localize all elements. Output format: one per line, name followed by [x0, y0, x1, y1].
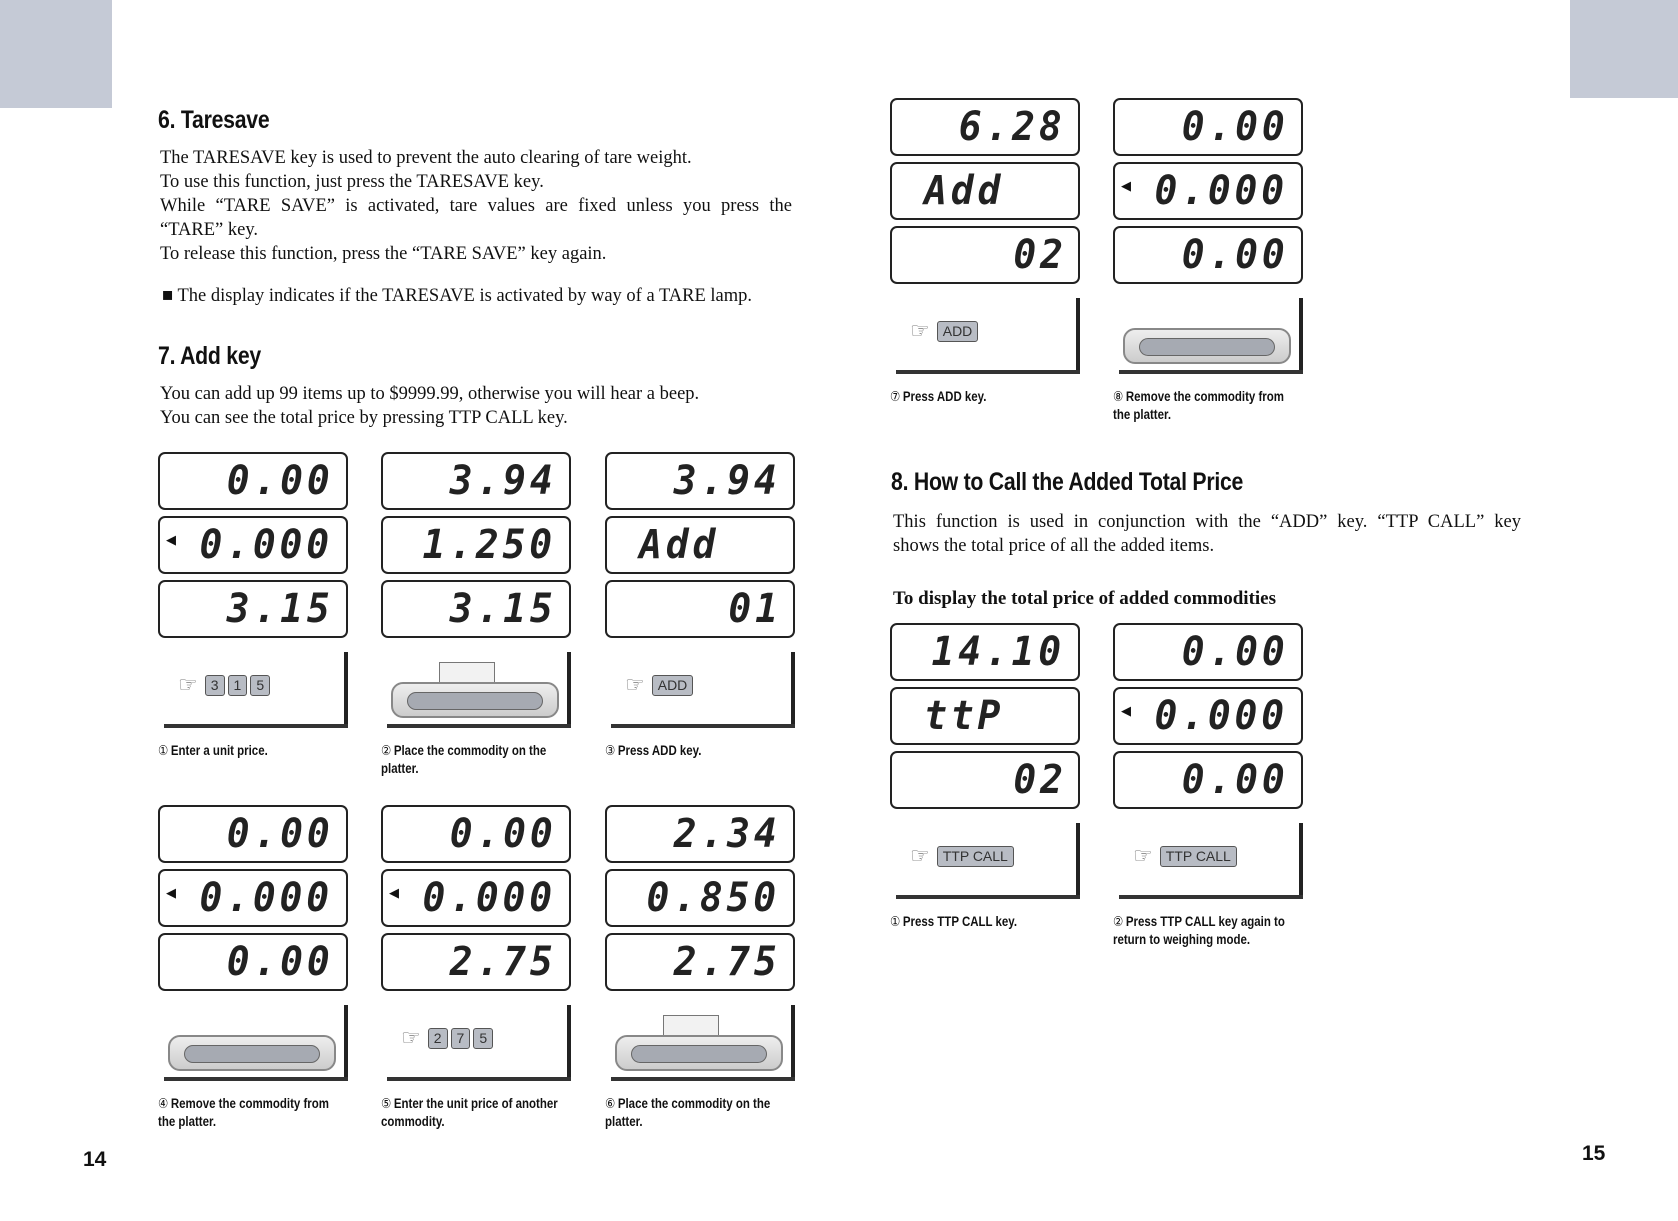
indicator-arrow-icon: ◀ — [1121, 703, 1131, 718]
step-illustration — [890, 823, 1080, 899]
text-line: To use this function, just press the TARESAVE key. — [160, 172, 544, 192]
lcd-display — [381, 933, 571, 991]
text-line: “TARE” key. — [160, 220, 259, 240]
lcd-value: 0.00 — [226, 458, 334, 504]
lcd-value: 0.00 — [1181, 232, 1289, 278]
text-line: While “TARE SAVE” is activated, tare values are fixed unless you press the — [160, 196, 792, 216]
pointing-hand-icon: ☞ — [625, 672, 645, 697]
scale-frame — [791, 1005, 795, 1081]
lcd-display — [381, 452, 571, 510]
step-number: ② — [1113, 914, 1124, 929]
indicator-arrow-icon: ◀ — [166, 885, 176, 900]
lcd-display — [158, 580, 348, 638]
section-7-title: 7. Add key — [158, 342, 261, 370]
scale-frame — [1299, 298, 1303, 374]
lcd-display — [890, 751, 1080, 809]
lcd-display — [1113, 623, 1303, 681]
step-caption — [158, 1095, 345, 1131]
step-number: ⑧ — [1113, 389, 1124, 404]
lcd-value: 0.850 — [646, 875, 780, 921]
step-panel — [158, 805, 348, 1131]
page-number-right: 15 — [1582, 1142, 1606, 1165]
step-number: ② — [381, 743, 392, 758]
lcd-display — [605, 933, 795, 991]
lcd-value: 2.75 — [449, 939, 557, 985]
platter-icon — [1123, 328, 1291, 364]
platter-icon — [391, 682, 559, 718]
pointing-hand-icon: ☞ — [910, 843, 930, 868]
page-tab-left — [0, 0, 112, 108]
lcd-value: 2.34 — [673, 811, 781, 857]
indicator-arrow-icon: ◀ — [389, 885, 399, 900]
pointing-hand-icon: ☞ — [1133, 843, 1153, 868]
step-panel — [890, 98, 1080, 406]
commodity-box-icon — [439, 662, 495, 684]
step-caption — [605, 1095, 792, 1131]
step-illustration — [381, 1005, 571, 1081]
scale-base — [164, 724, 348, 728]
lcd-value: 0.00 — [226, 939, 334, 985]
step-caption — [381, 1095, 568, 1131]
lcd-value: 14.10 — [931, 629, 1065, 675]
keypad-key[interactable]: TTP CALL — [1160, 846, 1237, 867]
lcd-value: 2.75 — [673, 939, 781, 985]
step-number: ① — [890, 914, 901, 929]
section-6-note: ■ The display indicates if the TARESAVE is activated by way of a TARE lamp. — [162, 286, 753, 306]
scale-base — [387, 1077, 571, 1081]
indicator-arrow-icon: ◀ — [166, 532, 176, 547]
step-illustration — [1113, 298, 1303, 374]
step-caption — [1113, 913, 1300, 949]
lcd-value: 0.000 — [1154, 168, 1288, 214]
platter-icon — [168, 1035, 336, 1071]
lcd-value: 0.00 — [1181, 104, 1289, 150]
step-panel — [1113, 98, 1303, 424]
page-tab-right — [1570, 0, 1678, 98]
caption-text: Press TTP CALL key. — [902, 914, 1018, 929]
step-caption — [1113, 388, 1300, 424]
lcd-display — [890, 226, 1080, 284]
pointing-hand-icon: ☞ — [178, 672, 198, 697]
lcd-value: 0.000 — [422, 875, 556, 921]
caption-text: Press TTP CALL key again to return to weighing mode. — [1113, 914, 1285, 947]
scale-frame — [567, 652, 571, 728]
page-number-left: 14 — [83, 1148, 107, 1171]
step-panel — [381, 452, 571, 778]
step-panel — [605, 805, 795, 1131]
step-illustration — [605, 652, 795, 728]
lcd-value: 6.28 — [958, 104, 1066, 150]
lcd-value: 02 — [1013, 757, 1067, 803]
scale-base — [1119, 895, 1303, 899]
caption-text: Enter a unit price. — [170, 743, 268, 758]
lcd-display — [158, 805, 348, 863]
section-8-body — [893, 510, 1521, 558]
step-panel — [890, 623, 1080, 931]
step-caption — [890, 913, 1077, 931]
keypad-key[interactable]: 7 — [451, 1028, 471, 1049]
lcd-display — [1113, 751, 1303, 809]
section-6-title: 6. Taresave — [158, 106, 270, 134]
caption-text: Remove the commodity from the platter. — [1113, 389, 1284, 422]
lcd-display — [381, 516, 571, 574]
section-8-subtitle: To display the total price of added commodities — [893, 588, 1276, 609]
lcd-display — [605, 805, 795, 863]
scale-base — [1119, 370, 1303, 374]
step-illustration — [158, 1005, 348, 1081]
keypad-key[interactable]: ADD — [937, 321, 979, 342]
lcd-display — [158, 452, 348, 510]
platter-icon — [615, 1035, 783, 1071]
lcd-value: 02 — [1013, 232, 1067, 278]
keypad-key[interactable]: 2 — [428, 1028, 448, 1049]
lcd-value: Add — [639, 522, 720, 568]
step-panel — [605, 452, 795, 760]
indicator-arrow-icon: ◀ — [1121, 178, 1131, 193]
commodity-box-icon — [663, 1015, 719, 1037]
lcd-display — [605, 869, 795, 927]
step-caption — [890, 388, 1077, 406]
lcd-display — [381, 805, 571, 863]
keypad-key[interactable]: ADD — [652, 675, 694, 696]
keypad-key[interactable]: 5 — [250, 675, 270, 696]
step-number: ⑥ — [605, 1096, 616, 1111]
lcd-value: 0.000 — [199, 522, 333, 568]
step-number: ④ — [158, 1096, 169, 1111]
text-line: The TARESAVE key is used to prevent the auto clearing of tare weight. — [160, 148, 692, 168]
step-illustration — [1113, 823, 1303, 899]
lcd-display — [605, 452, 795, 510]
step-number: ① — [158, 743, 169, 758]
section-7-body — [160, 382, 699, 430]
scale-base — [387, 724, 571, 728]
lcd-value: 3.15 — [449, 586, 557, 632]
lcd-value: 0.000 — [199, 875, 333, 921]
step-panel — [381, 805, 571, 1131]
lcd-value: 01 — [728, 586, 782, 632]
step-caption — [605, 742, 792, 760]
step-caption — [381, 742, 568, 778]
scale-base — [611, 724, 795, 728]
lcd-value: 0.00 — [1181, 629, 1289, 675]
scale-frame — [344, 1005, 348, 1081]
lcd-display — [890, 623, 1080, 681]
section-6-body — [160, 146, 792, 266]
scale-base — [896, 370, 1080, 374]
text-line: This function is used in conjunction with the “ADD” key. “TTP CALL” key — [893, 512, 1521, 532]
lcd-display — [158, 869, 348, 927]
lcd-display — [605, 516, 795, 574]
caption-text: Remove the commodity from the platter. — [158, 1096, 329, 1129]
step-number: ③ — [605, 743, 616, 758]
lcd-value: ttP — [924, 693, 1005, 739]
step-panel — [158, 452, 348, 760]
lcd-value: 3.94 — [673, 458, 781, 504]
step-number: ⑦ — [890, 389, 901, 404]
caption-text: Place the commodity on the platter. — [605, 1096, 771, 1129]
lcd-display — [381, 869, 571, 927]
caption-text: Enter the unit price of another commodity. — [381, 1096, 558, 1129]
pointing-hand-icon: ☞ — [401, 1025, 421, 1050]
scale-frame — [791, 652, 795, 728]
lcd-value: 0.00 — [449, 811, 557, 857]
lcd-value: 1.250 — [422, 522, 556, 568]
lcd-display — [1113, 162, 1303, 220]
keypad-key[interactable]: 3 — [205, 675, 225, 696]
caption-text: Press ADD key. — [617, 743, 702, 758]
text-line: You can add up 99 items up to $9999.99, otherwise you will hear a beep. — [160, 384, 700, 404]
lcd-value: 3.94 — [449, 458, 557, 504]
step-illustration — [381, 652, 571, 728]
step-panel — [1113, 623, 1303, 949]
lcd-display — [158, 516, 348, 574]
text-line: To release this function, press the “TARE SAVE” key again. — [160, 244, 607, 264]
lcd-value: Add — [924, 168, 1005, 214]
keypad-key[interactable]: 1 — [228, 675, 248, 696]
scale-base — [611, 1077, 795, 1081]
section-8-title: 8. How to Call the Added Total Price — [891, 468, 1244, 496]
lcd-value: 0.00 — [226, 811, 334, 857]
pointing-hand-icon: ☞ — [910, 318, 930, 343]
scale-frame — [344, 652, 348, 728]
lcd-display — [605, 580, 795, 638]
lcd-value: 3.15 — [226, 586, 334, 632]
scale-frame — [567, 1005, 571, 1081]
lcd-value: 0.000 — [1154, 693, 1288, 739]
step-caption — [158, 742, 345, 760]
scale-base — [896, 895, 1080, 899]
keypad-key[interactable]: TTP CALL — [937, 846, 1014, 867]
scale-frame — [1076, 823, 1080, 899]
scale-base — [164, 1077, 348, 1081]
step-illustration — [158, 652, 348, 728]
scale-frame — [1076, 298, 1080, 374]
lcd-display — [890, 687, 1080, 745]
step-number: ⑤ — [381, 1096, 392, 1111]
caption-text: Place the commodity on the platter. — [381, 743, 547, 776]
step-illustration — [605, 1005, 795, 1081]
lcd-display — [890, 98, 1080, 156]
text-line: You can see the total price by pressing TTP CALL key. — [160, 408, 568, 428]
lcd-display — [1113, 687, 1303, 745]
caption-text: Press ADD key. — [902, 389, 987, 404]
scale-frame — [1299, 823, 1303, 899]
step-illustration — [890, 298, 1080, 374]
lcd-display — [1113, 98, 1303, 156]
keypad-key[interactable]: 5 — [473, 1028, 493, 1049]
lcd-value: 0.00 — [1181, 757, 1289, 803]
lcd-display — [158, 933, 348, 991]
lcd-display — [1113, 226, 1303, 284]
lcd-display — [381, 580, 571, 638]
lcd-display — [890, 162, 1080, 220]
text-line: shows the total price of all the added items. — [893, 536, 1215, 556]
